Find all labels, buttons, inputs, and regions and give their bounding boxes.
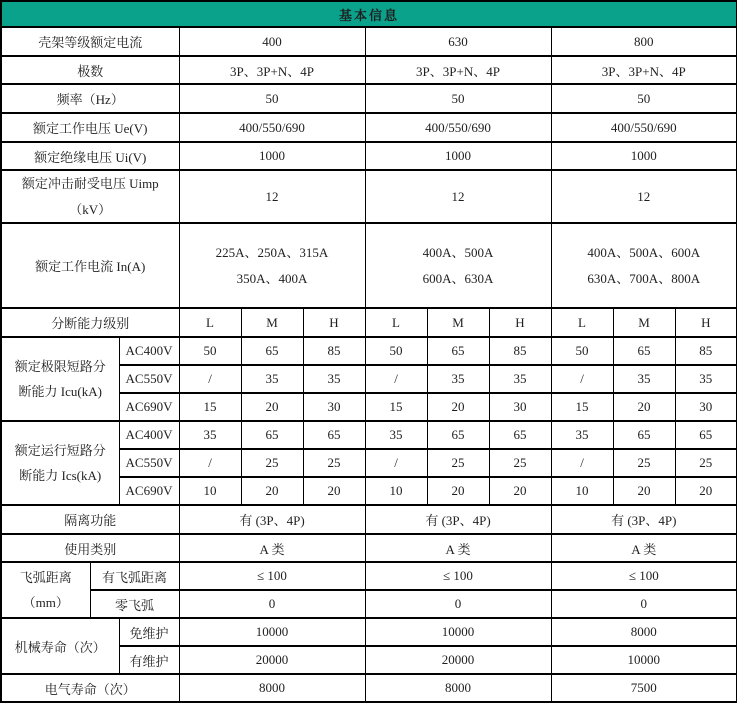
value-cell: M bbox=[613, 308, 675, 337]
label-ui: 额定绝缘电压 Ui(V) bbox=[1, 142, 179, 170]
table-row bbox=[1, 421, 737, 449]
value-cell: 20 bbox=[303, 477, 365, 505]
value-cell: 12 bbox=[365, 170, 551, 223]
table-row bbox=[1, 562, 737, 590]
label-frame-current: 壳架等级额定电流 bbox=[1, 27, 179, 56]
table-row bbox=[1, 170, 737, 223]
value-cell: 65 bbox=[427, 421, 489, 449]
sub-label-icu-ac550v: AC550V bbox=[119, 365, 179, 393]
value-cell: 65 bbox=[675, 421, 737, 449]
value-cell: 50 bbox=[551, 337, 613, 365]
value-cell: A 类 bbox=[179, 534, 365, 562]
label-in-current: 额定工作电流 In(A) bbox=[1, 223, 179, 308]
table-row bbox=[1, 308, 737, 337]
label-icu bbox=[1, 337, 119, 421]
value-cell: L bbox=[179, 308, 241, 337]
value-cell: M bbox=[427, 308, 489, 337]
value-cell: / bbox=[551, 365, 613, 393]
sub-label-with-maintenance: 有维护 bbox=[119, 646, 179, 674]
value-cell: 35 bbox=[365, 421, 427, 449]
value-cell: 35 bbox=[241, 365, 303, 393]
value-cell: 8000 bbox=[551, 618, 737, 646]
value-cell: 20 bbox=[613, 393, 675, 421]
value-cell: 7500 bbox=[551, 674, 737, 702]
table-row bbox=[1, 618, 737, 646]
value-cell: 35 bbox=[613, 365, 675, 393]
value-cell: 85 bbox=[489, 337, 551, 365]
value-cell: 65 bbox=[427, 337, 489, 365]
sub-label-ics-ac400v: AC400V bbox=[119, 421, 179, 449]
sub-label-maintenance-free: 免维护 bbox=[119, 618, 179, 646]
value-cell: 20 bbox=[675, 477, 737, 505]
label-poles: 极数 bbox=[1, 56, 179, 84]
value-cell: 20 bbox=[427, 477, 489, 505]
value-cell: 12 bbox=[551, 170, 737, 223]
value-cell: 65 bbox=[303, 421, 365, 449]
value-cell: M bbox=[241, 308, 303, 337]
table-row bbox=[1, 142, 737, 170]
value-cell: ≤ 100 bbox=[365, 562, 551, 590]
table-row bbox=[1, 674, 737, 702]
value-cell: 25 bbox=[427, 449, 489, 477]
value-cell: 65 bbox=[613, 337, 675, 365]
label-ics-line1: 额定运行短路分 bbox=[14, 442, 106, 458]
sub-label-ics-ac550v: AC550V bbox=[119, 449, 179, 477]
value-cell: 50 bbox=[551, 84, 737, 113]
value-line: 350A、400A bbox=[236, 270, 308, 286]
value-cell: 50 bbox=[365, 84, 551, 113]
label-frequency: 频率（Hz） bbox=[1, 84, 179, 113]
sub-label-ics-ac690v: AC690V bbox=[119, 477, 179, 505]
value-cell: 25 bbox=[303, 449, 365, 477]
value-line: 225A、250A、315A bbox=[215, 245, 329, 261]
value-cell: 400/550/690 bbox=[365, 113, 551, 142]
value-cell: 50 bbox=[365, 337, 427, 365]
value-cell: 25 bbox=[241, 449, 303, 477]
value-cell: 85 bbox=[303, 337, 365, 365]
label-uimp-line2: （kV） bbox=[69, 201, 112, 217]
value-cell: L bbox=[551, 308, 613, 337]
value-cell: 20 bbox=[489, 477, 551, 505]
table-row bbox=[1, 27, 737, 56]
label-utilization-category: 使用类别 bbox=[1, 534, 179, 562]
value-cell: 20000 bbox=[365, 646, 551, 674]
table-row bbox=[1, 505, 737, 534]
value-cell: 10000 bbox=[551, 646, 737, 674]
value-cell: ≤ 100 bbox=[179, 562, 365, 590]
value-cell: 30 bbox=[489, 393, 551, 421]
label-uimp bbox=[1, 170, 179, 223]
value-cell: 15 bbox=[551, 393, 613, 421]
label-ue: 额定工作电压 Ue(V) bbox=[1, 113, 179, 142]
value-cell: / bbox=[179, 365, 241, 393]
sub-label-arc-with: 有飞弧距离 bbox=[90, 562, 179, 590]
value-cell: 0 bbox=[365, 590, 551, 618]
value-cell: ≤ 100 bbox=[551, 562, 737, 590]
value-cell: H bbox=[675, 308, 737, 337]
value-cell: 35 bbox=[179, 421, 241, 449]
value-cell: 50 bbox=[179, 337, 241, 365]
value-cell: 65 bbox=[489, 421, 551, 449]
table-row bbox=[1, 223, 737, 308]
table-row bbox=[1, 590, 737, 618]
label-ics-line2: 断能力 Ics(kA) bbox=[19, 468, 102, 483]
value-cell: 12 bbox=[179, 170, 365, 223]
value-cell bbox=[551, 223, 737, 308]
value-cell: 有 (3P、4P) bbox=[365, 505, 551, 534]
value-cell: / bbox=[365, 449, 427, 477]
sub-label-icu-ac690v: AC690V bbox=[119, 393, 179, 421]
table-row bbox=[1, 84, 737, 113]
value-line: 630A、700A、800A bbox=[587, 270, 701, 286]
value-cell: 10 bbox=[365, 477, 427, 505]
value-cell: 35 bbox=[675, 365, 737, 393]
value-cell: 10 bbox=[551, 477, 613, 505]
value-cell: 25 bbox=[489, 449, 551, 477]
label-electrical-life: 电气寿命（次） bbox=[1, 674, 179, 702]
table-row bbox=[1, 534, 737, 562]
value-cell: 20 bbox=[427, 393, 489, 421]
label-icu-line2: 断能力 Icu(kA) bbox=[18, 384, 102, 399]
value-cell: 30 bbox=[675, 393, 737, 421]
value-cell: 10000 bbox=[179, 618, 365, 646]
value-cell: 10000 bbox=[365, 618, 551, 646]
value-line: 400A、500A、600A bbox=[587, 245, 701, 261]
label-icu-line1: 额定极限短路分 bbox=[14, 358, 106, 374]
table-row bbox=[1, 1, 737, 27]
value-cell: 3P、3P+N、4P bbox=[179, 56, 365, 84]
value-cell: 0 bbox=[179, 590, 365, 618]
label-arc-distance bbox=[1, 562, 90, 618]
value-cell: 30 bbox=[303, 393, 365, 421]
label-mechanical-life: 机械寿命（次） bbox=[1, 618, 119, 674]
value-cell: 有 (3P、4P) bbox=[179, 505, 365, 534]
value-cell bbox=[179, 223, 365, 308]
value-cell: 35 bbox=[551, 421, 613, 449]
value-cell: / bbox=[179, 449, 241, 477]
value-cell: 35 bbox=[303, 365, 365, 393]
value-cell: 400 bbox=[179, 27, 365, 56]
value-cell: 35 bbox=[489, 365, 551, 393]
value-cell: 8000 bbox=[365, 674, 551, 702]
value-cell: 65 bbox=[241, 337, 303, 365]
value-cell: 400/550/690 bbox=[551, 113, 737, 142]
table-row bbox=[1, 113, 737, 142]
table-title: 基本信息 bbox=[1, 1, 737, 27]
label-uimp-line1: 额定冲击耐受电压 Uimp bbox=[21, 176, 159, 192]
value-cell: 65 bbox=[241, 421, 303, 449]
value-cell: 20 bbox=[241, 393, 303, 421]
value-cell: 50 bbox=[179, 84, 365, 113]
value-cell: 25 bbox=[613, 449, 675, 477]
label-arc-line2: （mm） bbox=[22, 595, 69, 610]
value-cell: 10 bbox=[179, 477, 241, 505]
sub-label-icu-ac400v: AC400V bbox=[119, 337, 179, 365]
value-cell: 1000 bbox=[365, 142, 551, 170]
value-cell: / bbox=[551, 449, 613, 477]
value-line: 400A、500A bbox=[422, 245, 494, 261]
table-row bbox=[1, 337, 737, 365]
label-breaking-class: 分断能力级别 bbox=[1, 308, 179, 337]
value-cell: 3P、3P+N、4P bbox=[365, 56, 551, 84]
value-cell: 有 (3P、4P) bbox=[551, 505, 737, 534]
value-cell: A 类 bbox=[551, 534, 737, 562]
value-cell bbox=[365, 223, 551, 308]
value-cell: 0 bbox=[551, 590, 737, 618]
value-cell: 8000 bbox=[179, 674, 365, 702]
value-cell: 20 bbox=[241, 477, 303, 505]
sub-label-arc-zero: 零飞弧 bbox=[90, 590, 179, 618]
value-cell: H bbox=[489, 308, 551, 337]
value-cell: 85 bbox=[675, 337, 737, 365]
value-cell: 800 bbox=[551, 27, 737, 56]
value-cell: 630 bbox=[365, 27, 551, 56]
value-line: 600A、630A bbox=[422, 270, 494, 286]
value-cell: 20000 bbox=[179, 646, 365, 674]
table-row bbox=[1, 56, 737, 84]
value-cell: H bbox=[303, 308, 365, 337]
value-cell: 65 bbox=[613, 421, 675, 449]
value-cell: 20 bbox=[613, 477, 675, 505]
value-cell: L bbox=[365, 308, 427, 337]
value-cell: A 类 bbox=[365, 534, 551, 562]
value-cell: 1000 bbox=[551, 142, 737, 170]
value-cell: 400/550/690 bbox=[179, 113, 365, 142]
value-cell: 25 bbox=[675, 449, 737, 477]
value-cell: 15 bbox=[365, 393, 427, 421]
value-cell: 3P、3P+N、4P bbox=[551, 56, 737, 84]
label-arc-line1: 飞弧距离 bbox=[19, 569, 72, 585]
label-isolation: 隔离功能 bbox=[1, 505, 179, 534]
value-cell: / bbox=[365, 365, 427, 393]
value-cell: 15 bbox=[179, 393, 241, 421]
value-cell: 1000 bbox=[179, 142, 365, 170]
label-ics bbox=[1, 421, 119, 505]
value-cell: 35 bbox=[427, 365, 489, 393]
